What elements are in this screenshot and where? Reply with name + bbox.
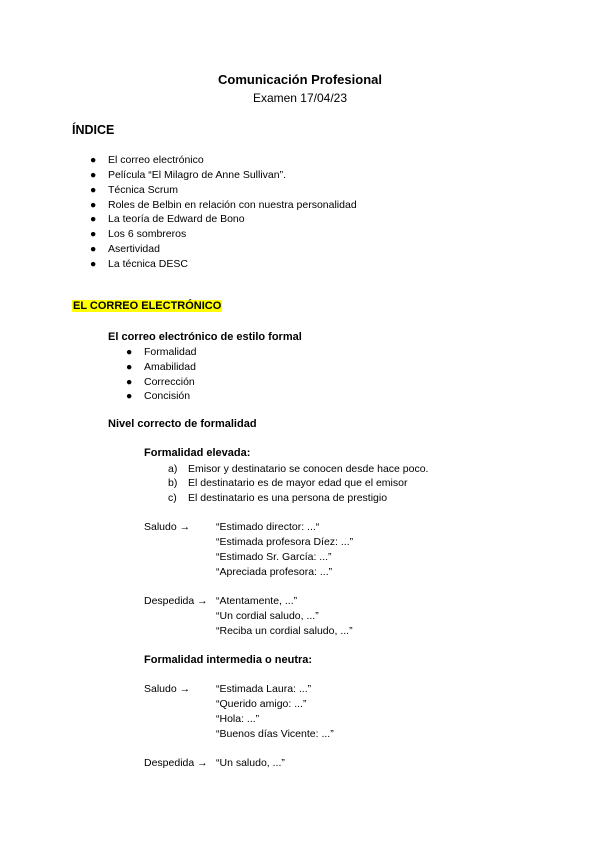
index-item: ● La teoría de Edward de Bono	[90, 213, 245, 225]
index-item: ● Roles de Belbin en relación con nuestra personalidad	[90, 199, 357, 211]
bullet-icon: ●	[90, 228, 97, 240]
formal-style-item: ● Formalidad	[126, 346, 197, 358]
formal-style-item: ● Corrección	[126, 376, 195, 388]
bullet-icon: ●	[90, 213, 97, 225]
section-heading-correo: EL CORREO ELECTRÓNICO	[73, 300, 222, 312]
bullet-icon: ●	[126, 390, 133, 402]
index-item: ● El correo electrónico	[90, 154, 204, 166]
bullet-icon: ●	[126, 376, 133, 388]
high-formality-item: a) Emisor y destinatario se conocen desde hace poco.	[168, 463, 429, 475]
greeting-example: “Estimado Sr. García: ...”	[216, 551, 332, 563]
high-formality-heading: Formalidad elevada:	[144, 447, 251, 459]
neutral-formality-heading: Formalidad intermedia o neutra:	[144, 654, 313, 666]
bullet-icon: ●	[90, 169, 97, 181]
greeting-example: “Querido amigo: ...”	[216, 698, 307, 710]
farewell-example: “Un saludo, ...”	[216, 757, 285, 769]
bullet-icon: ●	[90, 243, 97, 255]
greeting-example: “Hola: ...”	[216, 713, 260, 725]
document-subtitle: Examen 17/04/23	[252, 91, 348, 105]
farewell-example: “Atentamente, ...”	[216, 595, 298, 607]
greeting-example: “Estimado director: ...“	[216, 521, 320, 533]
greeting-example: “Buenos días Vicente: ...”	[216, 728, 334, 740]
bullet-icon: ●	[90, 199, 97, 211]
greeting-example: “Estimada profesora Díez: ...”	[216, 536, 354, 548]
index-item: ● Los 6 sombreros	[90, 228, 187, 240]
high-formality-item: c) El destinatario es una persona de prestigio	[168, 492, 388, 504]
formal-style-item: ● Concisión	[126, 390, 191, 402]
greeting-label: Saludo →	[144, 521, 191, 533]
bullet-icon: ●	[126, 361, 133, 373]
bullet-icon: ●	[90, 154, 97, 166]
index-item: ● Asertividad	[90, 243, 160, 255]
index-item: ● Técnica Scrum	[90, 184, 179, 196]
high-formality-item: b) El destinatario es de mayor edad que el emisor	[168, 477, 408, 489]
farewell-example: “Reciba un cordial saludo, ...”	[216, 625, 353, 637]
formal-style-heading: El correo electrónico de estilo formal	[108, 331, 302, 343]
greeting-label: Saludo →	[144, 683, 191, 695]
formal-style-item: ● Amabilidad	[126, 361, 196, 373]
farewell-example: “Un cordial saludo, ...”	[216, 610, 319, 622]
index-item: ● La técnica DESC	[90, 258, 188, 270]
index-heading: ÍNDICE	[72, 123, 115, 137]
bullet-icon: ●	[90, 258, 97, 270]
farewell-label: Despedida →	[144, 595, 208, 607]
document-title: Comunicación Profesional	[218, 72, 382, 87]
farewell-label: Despedida →	[144, 757, 208, 769]
bullet-icon: ●	[90, 184, 97, 196]
greeting-example: “Apreciada profesora: ...”	[216, 566, 333, 578]
formality-level-heading: Nivel correcto de formalidad	[108, 418, 257, 430]
index-item: ● Película “El Milagro de Anne Sullivan”.	[90, 169, 287, 181]
bullet-icon: ●	[126, 346, 133, 358]
greeting-example: “Estimada Laura: ...”	[216, 683, 312, 695]
